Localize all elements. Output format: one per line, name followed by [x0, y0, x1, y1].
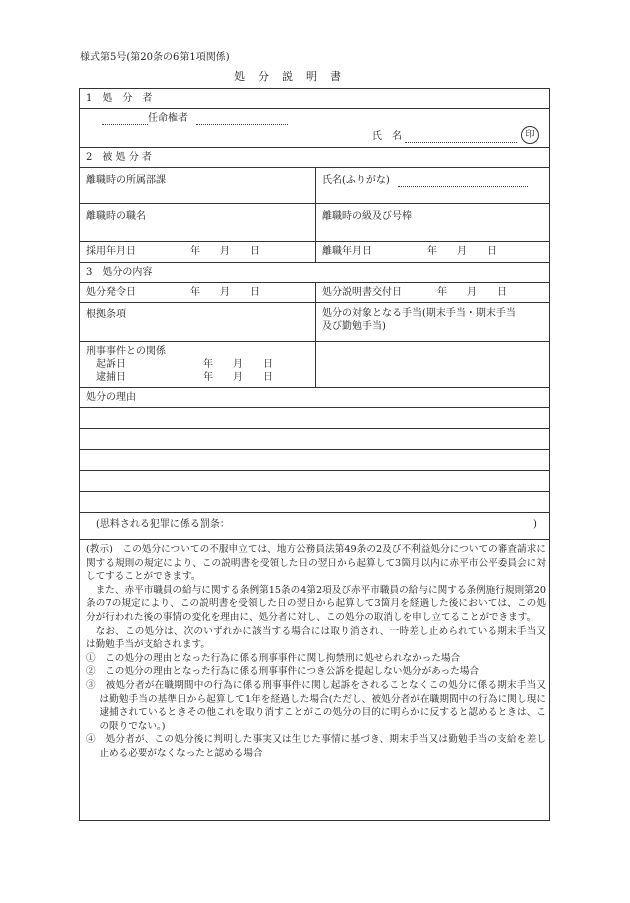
offense-label: (思料される犯罪に係る罰条： — [96, 519, 230, 530]
target-allowance-label-2: 及び勤勉手当) — [322, 321, 386, 332]
left-date-format: 年 月 日 — [427, 246, 497, 257]
notice-paragraph: また、赤平市職員の給与に関する条例第15条の4第2項及び赤平市職員の給与に関する条例施行規則第20条の7の規定により、この説明書を受領した日の翌日から起算して3箇月を経過した後においては、この処分が行われた後の事情の変化を理由に、処分者に対し、この処分の取消しを申し立てることができます。 — [86, 584, 546, 623]
rule — [79, 428, 550, 429]
hired-date-format: 年 月 日 — [190, 246, 260, 257]
reason-label: 処分の理由 — [86, 392, 136, 403]
section2-heading: 2 被 処 分 者 — [86, 152, 152, 163]
dotted-line — [196, 124, 288, 125]
section3-heading: 3 処分の内容 — [86, 267, 153, 278]
rule — [79, 147, 550, 148]
column-divider — [315, 282, 316, 387]
rule — [79, 108, 550, 109]
indicted-date-label: 起訴日 — [96, 359, 126, 370]
name-kana-label: 氏名(ふりがな) — [322, 175, 390, 186]
issued-date-label: 処分発令日 — [86, 287, 136, 298]
notice-item: ④ 処分者が、この処分後に判明した事実又は生じた事情に基づき、期末手当又は勤勉手当の支給を差し止める必要がなくなったと認める場合 — [86, 734, 546, 759]
appointer-label: 任命権者 — [148, 113, 188, 124]
document-title: 処 分 説 明 書 — [234, 70, 342, 83]
notice-paragraph: なお、この処分は、次のいずれかに該当する場合には取り消され、一時差し止められている期末手当又は勤勉手当が支給されます。 — [86, 625, 546, 651]
indicted-date-format: 年 月 日 — [203, 359, 273, 370]
notice-item: ② この処分の理由となった行為に係る刑事事件につき公訴を提起しない処分があった場合 — [86, 666, 480, 678]
seal-icon: 印 — [521, 126, 539, 144]
dept-label: 離職時の所属部課 — [86, 175, 166, 186]
grade-label: 離職時の級及び号棒 — [322, 211, 412, 222]
arrested-date-label: 逮捕日 — [96, 372, 126, 383]
target-allowance-label: 処分の対象となる手当(期末手当・期末手当 — [322, 308, 516, 319]
section1-heading: 1 処 分 者 — [86, 93, 153, 104]
notice-item: ③ 被処分者が在職期間中の行為に係る刑事事件に関し起訴をされることなくこの処分に係る期末手当又は勤勉手当の基準日から起算して1年を経過した場合(ただし、被処分者が在職期間中の行為に関し現に逮捕されているときその他これを取り消すことがこの処分の目的に明らかに反すると認めるときは、この限りでない。) — [86, 679, 546, 732]
hired-date-label: 採用年月日 — [86, 246, 136, 257]
offense-close: ) — [533, 519, 537, 530]
name-field[interactable] — [405, 142, 517, 143]
delivered-date-format: 年 月 日 — [437, 287, 507, 298]
rule — [79, 470, 550, 471]
name-kana-field[interactable] — [398, 186, 528, 187]
name-label: 氏 名 — [372, 131, 402, 142]
rule — [79, 387, 550, 388]
rule — [79, 512, 550, 513]
rule — [79, 262, 550, 263]
rule — [79, 449, 550, 450]
column-divider — [315, 167, 316, 262]
rule — [79, 407, 550, 408]
basis-label: 根拠条項 — [86, 309, 126, 320]
position-label: 離職時の職名 — [86, 211, 146, 222]
delivered-date-label: 処分説明書交付日 — [322, 287, 402, 298]
notice-item: ① この処分の理由となった行為に係る刑事事件に関し拘禁刑に処せられなかった場合 — [86, 652, 461, 664]
criminal-case-label: 刑事事件との関係 — [86, 346, 166, 357]
notice-block — [86, 543, 546, 761]
notice-paragraph: (教示) この処分についての不服申立ては、地方公務員法第49条の2及び不利益処分についての審査請求に関する規則の規定により、この説明書を受領した日の翌日から起算して3箇月以内に赤平市公平委員会に対してすることができます。 — [86, 544, 546, 583]
left-date-label: 離職年月日 — [322, 246, 372, 257]
arrested-date-format: 年 月 日 — [203, 372, 273, 383]
dotted-line — [102, 124, 148, 125]
issued-date-format: 年 月 日 — [190, 287, 260, 298]
form-label: 様式第5号(第20条の6第1項関係) — [80, 52, 230, 63]
rule — [79, 539, 550, 540]
rule — [79, 491, 550, 492]
